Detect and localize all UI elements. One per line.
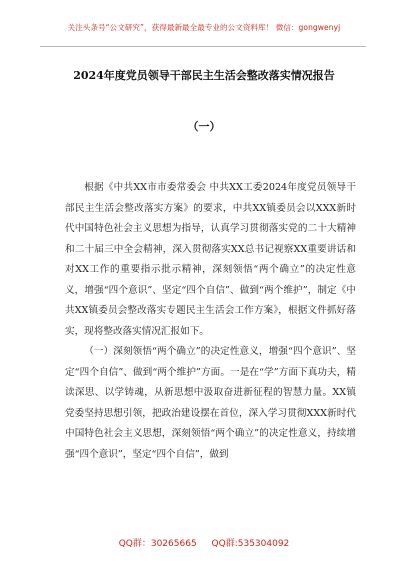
- body-paragraph-2: （一）深刻领悟“两个确立”的决定性意义，增强“四个意识”、坚定“四个自信”、做到“两个维护”方面。一是在“学”方面下真功夫，精读深思、以学铸魂，从新思想中汲取奋进新征程的智慧力量。XX镇党委坚持思想引领，把政治建设摆在首位，深入学习贯彻XXX新时代中国特色社会主义思想，深刻领悟“两个确立”的决定性意义，持续增强“四个意识”，坚定“四个自信”，做到: [65, 346, 356, 460]
- qq-group-2: QQ群:535304092: [211, 539, 290, 549]
- document-body: [65, 178, 356, 465]
- header-divider: [40, 46, 366, 47]
- section-number: （一）: [187, 120, 221, 133]
- qq-group-1: QQ群：30265665: [118, 539, 197, 549]
- promo-watermark: 关注头条号“公文研究”，获得最新最全最专业的公文资料库！ 微信：gongwenyj: [67, 23, 341, 32]
- document-title: 2024年度党员领导干部民主生活会整改落实情况报告: [73, 69, 335, 82]
- footer-contact: [0, 536, 408, 549]
- body-paragraph-1: 根据《中共XX市市委常委会 中共XX工委2024年度党员领导干部民主生活会整改落实方案》的要求，中共XX镇委员会以XXX新时代中国特色社会主义思想为指导，认真学习贯彻落实党的二十大精神和二十届三中全会精神，深入贯彻落实XX总书记视察XX重要讲话和对XX工作的重要指示批示精神，深刻领悟“两个确立”的决定性意义，增强“四个意识”、坚定“四个自信”、做到“两个维护”，制定《中共XX镇委员会整改落实专题民主生活会工作方案》，根据文件抓好落实，现将整改落实情况汇报如下。: [65, 182, 356, 337]
